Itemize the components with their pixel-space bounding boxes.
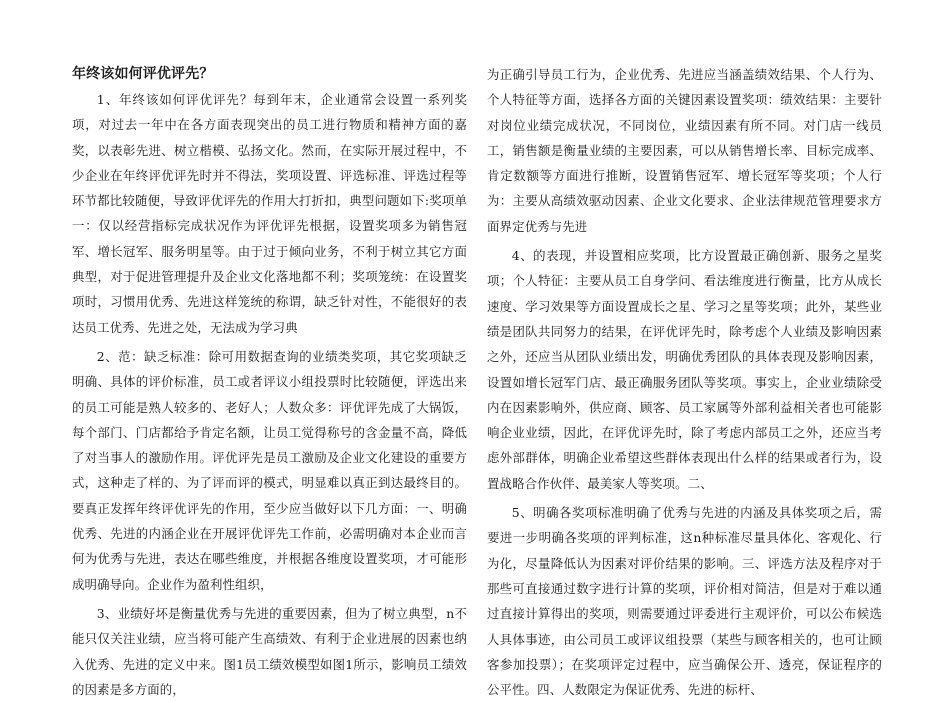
paragraph-4: 4、的表现，并设置相应奖项，比方设置最正确创新、服务之星奖项；个人特征：主要从员工自身学问、看法维度进行衡量，比方从成长速度、学习效果等方面设置成长之星、学习之星等奖项；此外，某些业绩是团队共同努力的结果，在评优评先时，除考虑个人业绩及影响因素之外，还应当从团队业绩出发，明确优秀团队的具体表现及影响因素，设置如增长冠军门店、最正确服务团队等奖项。事实上，企业业绩除受内在因素影响外，供应商、顾客、员工家属等外部利益相关者也可能影响企业业绩，因此，在评优评先时，除了考虑内部员工之外，还应当考虑外部群体，明确企业希望这些群体表现出什么样的结果或者行为，设置战略合作伙伴、最美家人等奖项。二、 [487, 248, 882, 491]
left-column [72, 62, 467, 702]
paragraph-1: 1、年终该如何评优评先？每到年末，企业通常会设置一系列奖项，对过去一年中在各方面表现突出的员工进行物质和精神方面的嘉奖，以表彰先进、树立楷模、弘扬文化。然而，在实际开展过程中，不少企业在年终评优评先时并不得法，奖项设置、评选标准、评选过程等环节都比较随便，导致评优评先的作用大打折扣，典型问题如下:奖项单一：仅以经营指标完成状况作为评优评先根据，设置奖项多为销售冠军、增长冠军、服务明星等。由于过于倾向业务，不利于树立其它方面典型，对于促进管理提升及企业文化落地都不利；奖项笼统：在设置奖项时，习惯用优秀、先进这样笼统的称谓，缺乏针对性，不能很好的表达员工优秀、先进之处，无法成为学习典 [72, 92, 467, 335]
paragraph-3: 3、业绩好坏是衡量优秀与先进的重要因素，但为了树立典型，n不能只仅关注业绩，应当将可能产生高绩效、有利于企业进展的因素也纳入优秀、先进的定义中来。图1员工绩效模型如图1所示，影响员工绩效的因素是多方面的， [72, 605, 467, 697]
right-column [487, 62, 882, 702]
paragraph-3-continued: 为正确引导员工行为，企业优秀、先进应当涵盖绩效结果、个人行为、个人特征等方面，选择各方面的关键因素设置奖项：绩效结果：主要针对岗位业绩完成状况，不同岗位，业绩因素有所不同。对门店一线员工，销售额是衡量业绩的主要因素，可以从销售增长率、目标完成率、肯定数额等方面进行推断，设置销售冠军、增长冠军等奖项；个人行为：主要从高绩效驱动因素、企业文化要求、企业法律规范管理要求方面界定优秀与先进 [487, 67, 882, 234]
paragraph-5: 5、明确各奖项标准明确了优秀与先进的内涵及具体奖项之后，需要进一步明确各奖项的评判标准，这n种标准尽量具体化、客观化、行为化，尽量降低认为因素对评价结果的影响。三、评选方法及程序对于那些可直接通过数字进行计算的奖项，评价相对简洁，但是对于难以通过直接计算得出的奖项，则需要通过评委进行主观评价，可以公布候选人具体事迹，由公司员工或评议组投票（某些与顾客相关的，也可让顾客参加投票）；在奖项评定过程中，应当确保公开、透亮，保证程序的公平性。四、人数限定为保证优秀、先进的标杆、 [487, 505, 882, 698]
paragraph-2: 2、范：缺乏标准：除可用数据查询的业绩类奖项，其它奖项缺乏明确、具体的评价标准，员工或者评议小组投票时比较随便，评选出来的员工可能是熟人较多的、老好人；人数众多：评优评先成了大锅饭，每个部门、门店都给予肯定名额，让员工觉得称号的含金量不高，降低了对当事人的激励作用。评优评先是员工激励及企业文化建设的重要方式，这种走了样的、为了评而评的模式，明显难以真正到达最终目的。要真正发挥年终评优评先的作用，至少应当做好以下几方面：一、明确优秀、先进的内涵企业在开展评优评先工作前，必需明确对本企业而言何为优秀与先进，表达在哪些维度，并根据各维度设置奖项，才可能形成明确导向。企业作为盈利性组织， [72, 348, 467, 592]
document-title: 年终该如何评优评先？ [72, 66, 214, 82]
